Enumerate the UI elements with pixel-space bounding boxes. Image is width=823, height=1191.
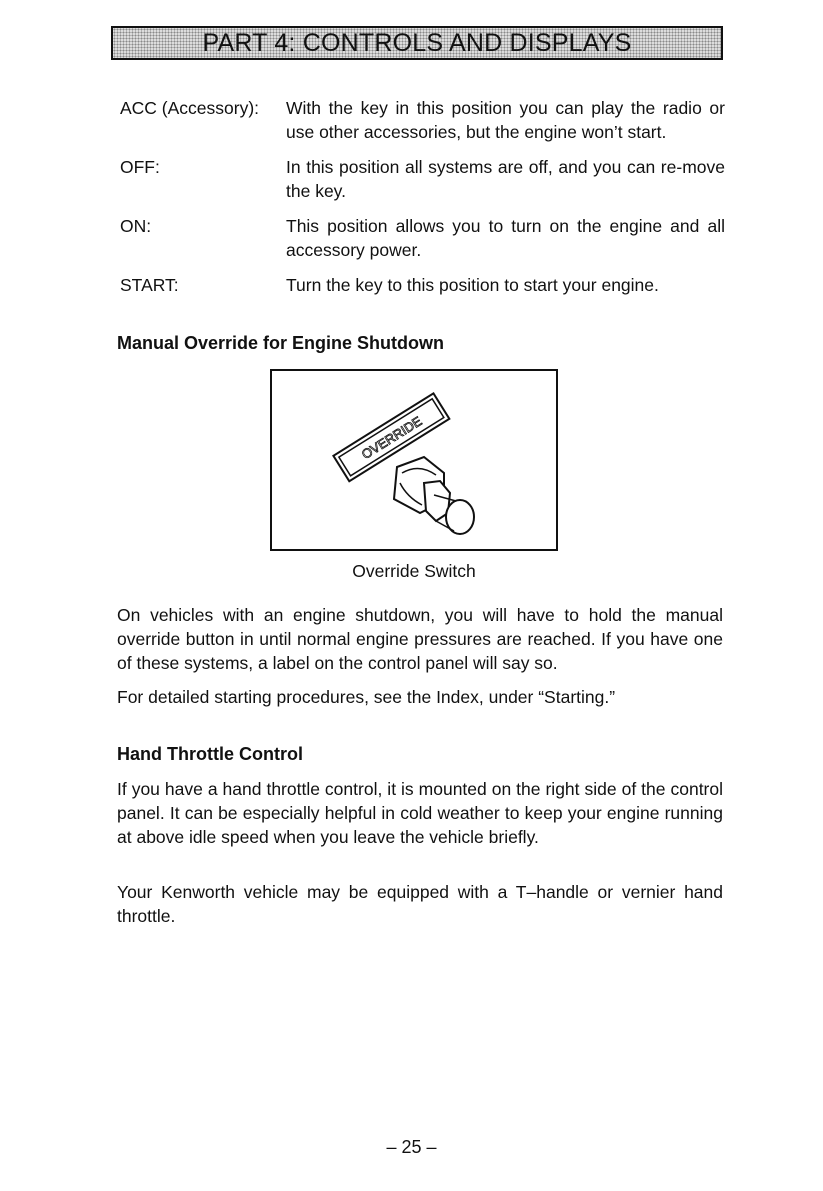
definition-description: In this position all systems are off, and you can re-move the key. xyxy=(286,157,725,201)
definition-row xyxy=(120,155,725,203)
override-switch-figure xyxy=(270,369,558,551)
definition-description: This position allows you to turn on the engine and all accessory power. xyxy=(286,216,725,260)
override-label-text: OVERRIDE xyxy=(358,413,425,463)
throttle-heading: Hand Throttle Control xyxy=(117,744,303,764)
definition-term: OFF: xyxy=(120,157,160,177)
definition-description: With the key in this position you can play the radio or use other accessories, but the engine won’t start. xyxy=(286,98,725,142)
definition-description: Turn the key to this position to start your engine. xyxy=(286,275,659,295)
override-switch-illustration xyxy=(272,371,556,549)
figure-caption: Override Switch xyxy=(352,561,476,581)
page-number: – 25 – xyxy=(386,1137,437,1157)
override-heading: Manual Override for Engine Shutdown xyxy=(117,333,445,353)
throttle-types-paragraph: Your Kenworth vehicle may be equipped with a T–handle or vernier hand throttle. xyxy=(117,882,723,926)
definition-row xyxy=(120,273,725,297)
override-paragraph: On vehicles with an engine shutdown, you will have to hold the manual override button in until normal engine pressures are reached. If you have one of these systems, a label on the control panel will say so. xyxy=(117,605,723,673)
section-header xyxy=(111,26,723,60)
definition-row xyxy=(120,96,725,144)
definition-term: ON: xyxy=(120,216,152,236)
key-position-definitions xyxy=(120,96,725,308)
section-title: PART 4: CONTROLS AND DISPLAYS xyxy=(202,29,632,57)
definition-term: START: xyxy=(120,275,179,295)
starting-reference-paragraph: For detailed starting procedures, see the Index, under “Starting.” xyxy=(117,687,616,707)
throttle-paragraph: If you have a hand throttle control, it is mounted on the right side of the control panel. It can be especially helpful in cold weather to keep your engine running at above idle speed when you leave the vehicle briefly. xyxy=(117,779,723,847)
definition-row xyxy=(120,214,725,262)
definition-term: ACC (Accessory): xyxy=(120,98,260,118)
